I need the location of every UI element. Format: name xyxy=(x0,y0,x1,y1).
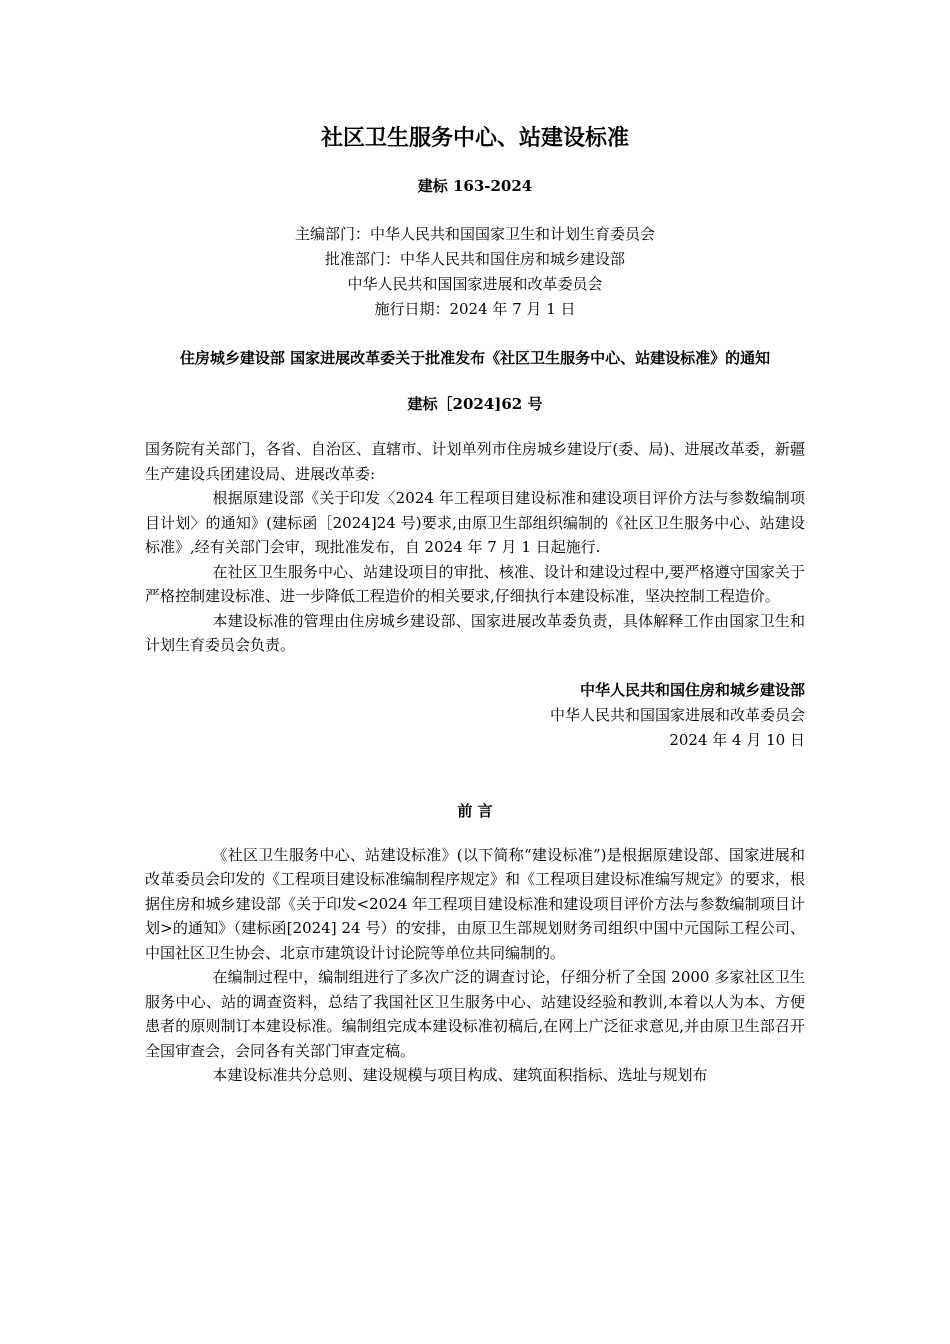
approver-department-1: 批准部门：中华人民共和国住房和城乡建设部 xyxy=(324,250,625,268)
preface-body xyxy=(145,843,805,1088)
preface-paragraph: 在编制过程中，编制组进行了多次广泛的调查讨论，仔细分析了全国 2000 多家社区卫生服务中心、站的调查资料，总结了我国社区卫生服务中心、站建设经验和教训,本着以人为本、方便患者的原则制订本建设标准。编制组完成本建设标准初稿后,在网上广泛征求意见,并由原卫生部召开全国审查会，会同各有关部门审查定稿。 xyxy=(145,968,805,1060)
notice-paragraph: 在社区卫生服务中心、站建设项目的审批、核准、设计和建设过程中,要严格遵守国家关于严格控制建设标准、进一步降低工程造价的相关要求,仔细执行本建设标准，坚决控制工程造价。 xyxy=(145,562,805,605)
signature-date: 2024 年 4 月 10 日 xyxy=(669,730,805,749)
editor-department: 主编部门：中华人民共和国国家卫生和计划生育委员会 xyxy=(294,225,655,243)
notice-salutation: 国务院有关部门，各省、自治区、直辖市、计划单列市住房城乡建设厅(委、局)、进展改革委，新疆生产建设兵团建设局、进展改革委: xyxy=(145,440,805,483)
notice-title: 住房城乡建设部 国家进展改革委关于批准发布《社区卫生服务中心、站建设标准》的通知 xyxy=(179,349,771,367)
signature-org-1: 中华人民共和国住房和城乡建设部 xyxy=(579,680,805,699)
notice-paragraph: 根据原建设部《关于印发〈2024 年工程项目建设标准和建设项目评价方法与参数编制项目计划〉的通知》(建标函［2024]24 号)要求,由原卫生部组织编制的《社区卫生服务中心、站建设标准》,经有关部门会审，现批准发布，自 2024 年 7 月 1 日起施行. xyxy=(145,489,805,556)
preface-title: 前 言 xyxy=(457,801,493,820)
preface-paragraph: 《社区卫生服务中心、站建设标准》(以下简称“建设标准”)是根据原建设部、国家进展和改革委员会印发的《工程项目建设标准编制程序规定》和《工程项目建设标准编写规定》的要求，根据住房和城乡建设部《关于印发<2024 年工程项目建设标准和建设项目评价方法与参数编制项目计划>的通知》（建标函[2024] 24 号）的安排，由原卫生部规划财务司组织中国中元国际工程公司、中国社区卫生协会、北京市建筑设计讨论院等单位共同编制的。 xyxy=(145,845,806,962)
notice-paragraph: 本建设标准的管理由住房城乡建设部、国家进展改革委负责，具体解释工作由国家卫生和计划生育委员会负责。 xyxy=(145,611,805,654)
effective-date: 施行日期：2024 年 7 月 1 日 xyxy=(374,300,576,318)
notice-signature xyxy=(145,678,805,753)
document-meta xyxy=(145,222,805,322)
document-title: 社区卫生服务中心、站建设标准 xyxy=(320,125,629,151)
approver-department-2: 中华人民共和国国家进展和改革委员会 xyxy=(347,275,603,293)
notice-number: 建标［2024]62 号 xyxy=(407,395,543,413)
signature-org-2: 中华人民共和国国家进展和改革委员会 xyxy=(549,705,805,724)
notice-body xyxy=(145,437,805,658)
preface-paragraph: 本建设标准共分总则、建设规模与项目构成、建筑面积指标、选址与规划布 xyxy=(212,1066,708,1084)
standard-number: 建标 163-2024 xyxy=(417,177,533,195)
